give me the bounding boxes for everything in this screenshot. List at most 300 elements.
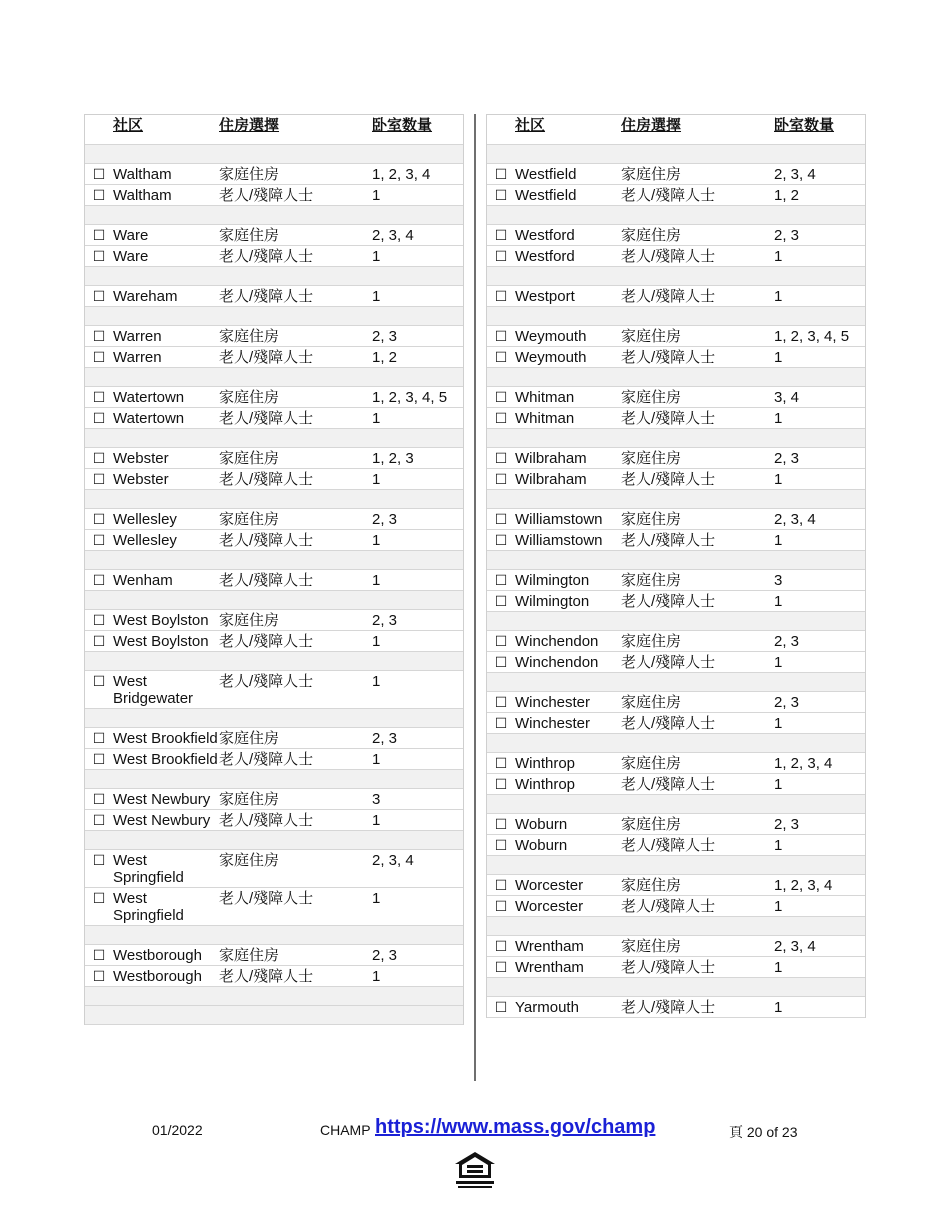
table-row (487, 347, 865, 368)
checkbox[interactable]: ☐ (494, 877, 508, 893)
bedroom-count: 1 (372, 968, 381, 985)
community-name: Wilmington (515, 572, 590, 589)
housing-type: 老人/殘障人士 (219, 890, 314, 907)
group-spacer-row (487, 267, 865, 286)
community-name: Watertown (113, 389, 185, 406)
bedroom-count: 2, 3, 4 (372, 852, 414, 869)
table-row (85, 810, 463, 831)
community-name: Warren (113, 328, 162, 345)
community-name: Westford (515, 248, 575, 265)
housing-type: 老人/殘障人士 (621, 187, 716, 204)
housing-type: 老人/殘障人士 (621, 248, 716, 265)
left-table (84, 114, 464, 1025)
community-name: Worcester (515, 898, 584, 915)
housing-type: 家庭住房 (219, 227, 280, 244)
checkbox[interactable]: ☐ (92, 288, 106, 304)
housing-type: 老人/殘障人士 (621, 471, 716, 488)
bedroom-count: 1 (372, 187, 381, 204)
bedroom-count: 2, 3 (774, 694, 800, 711)
bedroom-count: 2, 3 (372, 612, 398, 629)
checkbox[interactable]: ☐ (92, 166, 106, 182)
checkbox[interactable]: ☐ (494, 633, 508, 649)
community-name: Westport (515, 288, 575, 305)
bedroom-count: 1 (774, 654, 783, 671)
bedroom-count: 1 (372, 248, 381, 265)
table-row (85, 408, 463, 429)
community-name: Webster (113, 450, 169, 467)
checkbox[interactable]: ☐ (92, 572, 106, 588)
housing-type: 家庭住房 (621, 694, 682, 711)
header-housing-type: 住房選擇 (621, 117, 682, 134)
footer-champ-label: CHAMP (320, 1122, 371, 1138)
bedroom-count: 1 (372, 288, 381, 305)
community-name: Westborough (113, 968, 202, 985)
bedroom-count: 1, 2 (372, 349, 398, 366)
community-name: Winthrop (515, 776, 576, 793)
checkbox[interactable]: ☐ (92, 349, 106, 365)
bedroom-count: 1, 2, 3 (372, 450, 414, 467)
table-row (487, 774, 865, 795)
group-spacer-row (85, 206, 463, 225)
bedroom-count: 1 (774, 248, 783, 265)
table-row (85, 347, 463, 368)
community-name: Waltham (113, 187, 172, 204)
header-housing-type: 住房選擇 (219, 117, 280, 134)
checkbox[interactable]: ☐ (494, 349, 508, 365)
bedroom-count: 1 (774, 959, 783, 976)
community-name: West Brookfield (113, 730, 218, 747)
checkbox[interactable]: ☐ (92, 812, 106, 828)
checkbox[interactable]: ☐ (494, 450, 508, 466)
community-name: Worcester (515, 877, 584, 894)
group-spacer-row (85, 926, 463, 945)
checkbox[interactable]: ☐ (494, 389, 508, 405)
table-row (487, 246, 865, 267)
table-row (487, 957, 865, 978)
column-divider (474, 114, 476, 1081)
checkbox[interactable]: ☐ (92, 890, 106, 906)
checkbox[interactable]: ☐ (92, 187, 106, 203)
table-row (85, 225, 463, 246)
table-row (85, 570, 463, 591)
checkbox[interactable]: ☐ (92, 410, 106, 426)
community-name: Winchester (515, 715, 591, 732)
community-name: Weymouth (515, 349, 587, 366)
checkbox[interactable]: ☐ (494, 654, 508, 670)
checkbox[interactable]: ☐ (494, 755, 508, 771)
bedroom-count: 3 (372, 791, 381, 808)
housing-type: 家庭住房 (621, 938, 682, 955)
community-name: West Bridgewater (113, 673, 194, 707)
checkbox[interactable]: ☐ (92, 227, 106, 243)
group-spacer-row (85, 1006, 463, 1025)
community-name: West Brookfield (113, 751, 218, 768)
community-name: Westfield (515, 166, 577, 183)
housing-type: 家庭住房 (621, 227, 682, 244)
bedroom-count: 1 (372, 471, 381, 488)
checkbox[interactable]: ☐ (494, 593, 508, 609)
bedroom-count: 1 (774, 471, 783, 488)
checkbox[interactable]: ☐ (494, 776, 508, 792)
checkbox[interactable]: ☐ (494, 816, 508, 832)
table-row (487, 509, 865, 530)
table-row (85, 185, 463, 206)
checkbox[interactable]: ☐ (494, 999, 508, 1015)
housing-type: 家庭住房 (621, 511, 682, 528)
housing-type: 家庭住房 (219, 511, 280, 528)
checkbox[interactable]: ☐ (92, 471, 106, 487)
checkbox[interactable]: ☐ (92, 852, 106, 868)
bedroom-count: 1, 2, 3, 4, 5 (774, 328, 850, 345)
group-spacer-row (85, 490, 463, 509)
bedroom-count: 1 (774, 593, 783, 610)
bedroom-count: 2, 3 (774, 450, 800, 467)
bedroom-count: 1, 2 (774, 187, 800, 204)
table-row (487, 692, 865, 713)
housing-type: 家庭住房 (219, 328, 280, 345)
group-spacer-row (487, 368, 865, 387)
community-name: Woburn (515, 837, 568, 854)
table-row (85, 631, 463, 652)
group-spacer-row (487, 145, 865, 164)
housing-type: 老人/殘障人士 (219, 751, 314, 768)
community-name: Watertown (113, 410, 185, 427)
checkbox[interactable]: ☐ (494, 187, 508, 203)
bedroom-count: 2, 3, 4 (774, 166, 816, 183)
housing-type: 家庭住房 (219, 947, 280, 964)
table-row (487, 814, 865, 835)
community-name: Warren (113, 349, 162, 366)
table-row (487, 185, 865, 206)
bedroom-count: 1, 2, 3, 4, 5 (372, 389, 448, 406)
table-row (85, 610, 463, 631)
housing-type: 老人/殘障人士 (219, 248, 314, 265)
housing-type: 家庭住房 (219, 791, 280, 808)
table-row (487, 448, 865, 469)
housing-type: 家庭住房 (219, 730, 280, 747)
table-row (487, 164, 865, 185)
bedroom-count: 1 (774, 999, 783, 1016)
table-header-row (487, 115, 865, 145)
checkbox[interactable]: ☐ (92, 389, 106, 405)
housing-type: 家庭住房 (621, 633, 682, 650)
community-name: Wellesley (113, 511, 177, 528)
bedroom-count: 1, 2, 3, 4 (372, 166, 431, 183)
bedroom-count: 1 (774, 288, 783, 305)
checkbox[interactable]: ☐ (494, 511, 508, 527)
community-name: Wrentham (515, 959, 584, 976)
group-spacer-row (487, 856, 865, 875)
checkbox[interactable]: ☐ (92, 730, 106, 746)
community-name: Westford (515, 227, 575, 244)
bedroom-count: 1 (774, 349, 783, 366)
community-name: Winchester (515, 694, 591, 711)
footer-date: 01/2022 (152, 1122, 203, 1138)
bedroom-count: 1 (774, 898, 783, 915)
housing-type: 家庭住房 (621, 755, 682, 772)
housing-type: 老人/殘障人士 (219, 410, 314, 427)
checkbox[interactable]: ☐ (494, 471, 508, 487)
table-row (487, 530, 865, 551)
table-row (85, 286, 463, 307)
community-name: Wrentham (515, 938, 584, 955)
group-spacer-row (487, 206, 865, 225)
community-name: Webster (113, 471, 169, 488)
group-spacer-row (85, 831, 463, 850)
housing-type: 家庭住房 (621, 166, 682, 183)
group-spacer-row (487, 795, 865, 814)
table-row (85, 387, 463, 408)
bedroom-count: 2, 3 (372, 328, 398, 345)
bedroom-count: 1 (774, 410, 783, 427)
group-spacer-row (85, 770, 463, 789)
community-name: Winchendon (515, 633, 599, 650)
bedroom-count: 2, 3 (774, 633, 800, 650)
table-row (85, 326, 463, 347)
footer-champ-link[interactable]: https://www.mass.gov/champ (375, 1116, 656, 1138)
community-name: Wareham (113, 288, 178, 305)
checkbox[interactable]: ☐ (92, 328, 106, 344)
housing-type: 老人/殘障人士 (621, 999, 716, 1016)
housing-type: 老人/殘障人士 (621, 593, 716, 610)
bedroom-count: 1 (372, 633, 381, 650)
community-name: Whitman (515, 410, 575, 427)
checkbox[interactable]: ☐ (92, 947, 106, 963)
group-spacer-row (487, 307, 865, 326)
group-spacer-row (85, 429, 463, 448)
table-row (85, 509, 463, 530)
checkbox[interactable]: ☐ (92, 248, 106, 264)
group-spacer-row (85, 551, 463, 570)
housing-type: 家庭住房 (219, 389, 280, 406)
bedroom-count: 2, 3 (774, 227, 800, 244)
table-row (85, 789, 463, 810)
table-row (85, 728, 463, 749)
housing-type: 老人/殘障人士 (219, 673, 314, 690)
community-name: Ware (113, 248, 149, 265)
checkbox[interactable]: ☐ (494, 898, 508, 914)
group-spacer-row (487, 551, 865, 570)
header-bedrooms: 卧室数量 (774, 117, 835, 134)
housing-type: 老人/殘障人士 (219, 532, 314, 549)
header-community: 社区 (515, 117, 546, 134)
housing-type: 老人/殘障人士 (621, 654, 716, 671)
bedroom-count: 2, 3, 4 (372, 227, 414, 244)
housing-type: 老人/殘障人士 (621, 959, 716, 976)
checkbox[interactable]: ☐ (494, 715, 508, 731)
table-row (85, 850, 463, 888)
table-row (487, 570, 865, 591)
housing-type: 老人/殘障人士 (621, 715, 716, 732)
bedroom-count: 2, 3, 4 (774, 511, 816, 528)
checkbox[interactable]: ☐ (92, 450, 106, 466)
table-row (487, 997, 865, 1018)
equal-housing-opportunity-logo-icon (451, 1150, 499, 1190)
community-name: West Boylston (113, 612, 209, 629)
housing-type: 家庭住房 (219, 450, 280, 467)
table-row (487, 631, 865, 652)
checkbox[interactable]: ☐ (494, 227, 508, 243)
housing-type: 老人/殘障人士 (219, 968, 314, 985)
table-row (487, 652, 865, 673)
checkbox[interactable]: ☐ (494, 938, 508, 954)
right-table (486, 114, 866, 1018)
checkbox[interactable]: ☐ (92, 751, 106, 767)
table-row (487, 286, 865, 307)
table-header-row (85, 115, 463, 145)
bedroom-count: 2, 3, 4 (774, 938, 816, 955)
bedroom-count: 3, 4 (774, 389, 800, 406)
table-row (85, 671, 463, 709)
housing-type: 家庭住房 (219, 852, 280, 869)
housing-type: 老人/殘障人士 (621, 410, 716, 427)
group-spacer-row (487, 917, 865, 936)
bedroom-count: 1, 2, 3, 4 (774, 877, 833, 894)
community-name: West Newbury (113, 791, 211, 808)
bedroom-count: 2, 3 (372, 947, 398, 964)
group-spacer-row (85, 307, 463, 326)
bedroom-count: 1 (372, 890, 381, 907)
table-row (85, 469, 463, 490)
housing-type: 家庭住房 (621, 450, 682, 467)
housing-type: 老人/殘障人士 (219, 288, 314, 305)
table-row (487, 408, 865, 429)
checkbox[interactable]: ☐ (494, 288, 508, 304)
group-spacer-row (85, 145, 463, 164)
bedroom-count: 1 (372, 812, 381, 829)
community-name: Wenham (113, 572, 173, 589)
bedroom-count: 1 (372, 751, 381, 768)
table-row (487, 835, 865, 856)
table-row (85, 530, 463, 551)
checkbox[interactable]: ☐ (494, 248, 508, 264)
housing-type: 家庭住房 (621, 877, 682, 894)
group-spacer-row (85, 368, 463, 387)
group-spacer-row (85, 267, 463, 286)
header-community: 社区 (113, 117, 144, 134)
community-name: Winchendon (515, 654, 599, 671)
group-spacer-row (487, 490, 865, 509)
community-name: Wilbraham (515, 471, 587, 488)
group-spacer-row (487, 612, 865, 631)
checkbox[interactable]: ☐ (494, 532, 508, 548)
page-footer (0, 1116, 950, 1146)
table-row (487, 753, 865, 774)
table-row (487, 936, 865, 957)
bedroom-count: 1, 2, 3, 4 (774, 755, 833, 772)
bedroom-count: 2, 3 (774, 816, 800, 833)
community-name: Yarmouth (515, 999, 579, 1016)
housing-type: 老人/殘障人士 (219, 471, 314, 488)
checkbox[interactable]: ☐ (92, 633, 106, 649)
group-spacer-row (85, 709, 463, 728)
community-name: Williamstown (515, 532, 603, 549)
table-row (85, 966, 463, 987)
community-name: Weymouth (515, 328, 587, 345)
table-row (85, 448, 463, 469)
checkbox[interactable]: ☐ (92, 968, 106, 984)
community-name: Westfield (515, 187, 577, 204)
housing-type: 家庭住房 (621, 328, 682, 345)
housing-type: 家庭住房 (219, 166, 280, 183)
table-row (487, 387, 865, 408)
checkbox[interactable]: ☐ (494, 328, 508, 344)
table-row (487, 875, 865, 896)
bedroom-count: 1 (774, 776, 783, 793)
housing-type: 老人/殘障人士 (219, 187, 314, 204)
community-name: Wilbraham (515, 450, 587, 467)
checkbox[interactable]: ☐ (494, 572, 508, 588)
table-row (85, 246, 463, 267)
table-row (487, 469, 865, 490)
checkbox[interactable]: ☐ (494, 837, 508, 853)
bedroom-count: 3 (774, 572, 783, 589)
table-row (487, 713, 865, 734)
bedroom-count: 1 (372, 572, 381, 589)
checkbox[interactable]: ☐ (494, 694, 508, 710)
community-name: Wilmington (515, 593, 590, 610)
housing-type: 老人/殘障人士 (621, 776, 716, 793)
bedroom-count: 2, 3 (372, 730, 398, 747)
checkbox[interactable]: ☐ (494, 166, 508, 182)
bedroom-count: 1 (372, 673, 381, 690)
checkbox[interactable]: ☐ (92, 532, 106, 548)
community-name: Woburn (515, 816, 568, 833)
checkbox[interactable]: ☐ (92, 673, 106, 689)
housing-type: 老人/殘障人士 (219, 349, 314, 366)
community-name: Waltham (113, 166, 172, 183)
group-spacer-row (85, 987, 463, 1006)
community-name: West Springfield (113, 852, 184, 886)
checkbox[interactable]: ☐ (92, 511, 106, 527)
housing-type: 家庭住房 (621, 389, 682, 406)
housing-type: 老人/殘障人士 (621, 898, 716, 915)
group-spacer-row (487, 978, 865, 997)
checkbox[interactable]: ☐ (92, 791, 106, 807)
community-name: West Boylston (113, 633, 209, 650)
footer-page-number: 頁 20 of 23 (729, 1124, 798, 1140)
checkbox[interactable]: ☐ (494, 959, 508, 975)
table-row (85, 945, 463, 966)
bedroom-count: 1 (372, 532, 381, 549)
checkbox[interactable]: ☐ (92, 612, 106, 628)
community-name: Whitman (515, 389, 575, 406)
bedroom-count: 1 (372, 410, 381, 427)
table-row (487, 225, 865, 246)
bedroom-count: 2, 3 (372, 511, 398, 528)
table-row (487, 896, 865, 917)
housing-type: 老人/殘障人士 (219, 572, 314, 589)
housing-type: 家庭住房 (621, 816, 682, 833)
housing-type: 老人/殘障人士 (219, 633, 314, 650)
group-spacer-row (487, 429, 865, 448)
housing-type: 老人/殘障人士 (621, 288, 716, 305)
checkbox[interactable]: ☐ (494, 410, 508, 426)
table-row (85, 164, 463, 185)
community-name: West Springfield (113, 890, 184, 924)
group-spacer-row (85, 591, 463, 610)
community-name: Winthrop (515, 755, 576, 772)
bedroom-count: 1 (774, 532, 783, 549)
community-name: Ware (113, 227, 149, 244)
community-name: Williamstown (515, 511, 603, 528)
housing-type: 老人/殘障人士 (621, 349, 716, 366)
group-spacer-row (85, 652, 463, 671)
table-row (85, 749, 463, 770)
community-name: Westborough (113, 947, 202, 964)
bedroom-count: 1 (774, 837, 783, 854)
group-spacer-row (487, 734, 865, 753)
